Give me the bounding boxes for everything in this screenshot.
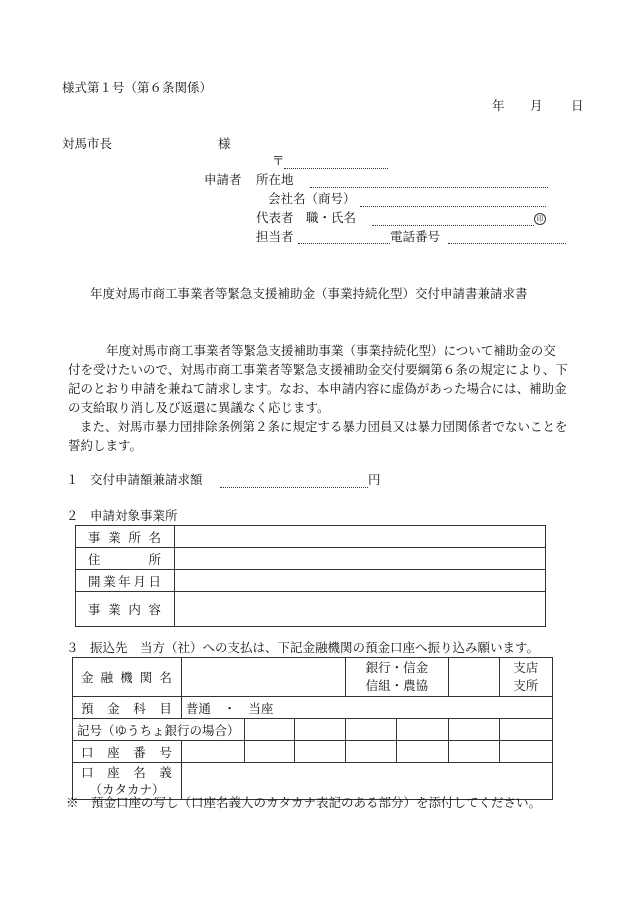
body-paragraph-1: 年度対馬市商工事業者等緊急支援補助事業（事業持続化型）について補助金の交付を受けたいので、対馬市商工事業者等緊急支援補助金交付要綱第６条の規定により、下記のとおり申請を兼ねて請求します。なお、本申請内容に虚偽があった場合には、補助金の支給取り消し及び返還に異議なく応じます。 [68, 343, 568, 415]
date-year-label: 年 [492, 98, 505, 113]
account-number-label: 口座番号 [81, 744, 173, 760]
table-row [73, 741, 553, 763]
date-month-label: 月 [530, 98, 543, 113]
symbol-cell-5[interactable] [448, 719, 499, 741]
section1-number: １ [66, 472, 79, 487]
branch-type-cell [499, 658, 552, 697]
opening-date-cell[interactable] [175, 570, 546, 592]
bank-type-cell [345, 658, 448, 697]
table-row [73, 697, 553, 719]
account-type-label: 預金科目 [81, 700, 173, 716]
section2-label: 申請対象事業所 [90, 508, 178, 523]
attachment-note: ※ 預金口座の写し（口座名義人のカタカナ表記のある部分）を添付してください。 [66, 795, 542, 810]
form-number: 様式第１号（第６条関係） [62, 80, 213, 95]
document-title: 年度対馬市商工事業者等緊急支援補助金（事業持続化型）交付申請書兼請求書 [90, 286, 528, 301]
bank-name-label: 金融機関名 [81, 670, 173, 685]
body-paragraph-2: また、対馬市暴力団排除条例第２条に規定する暴力団員又は暴力団関係者でないことを誓約します。 [68, 419, 568, 453]
table-row [76, 570, 546, 592]
bank-name-cell[interactable] [181, 658, 345, 697]
address-label: 所在地 [256, 172, 294, 187]
account-number-cell-1[interactable] [181, 741, 244, 763]
business-office-table [75, 525, 546, 627]
symbol-cell-3[interactable] [345, 719, 396, 741]
address-line [310, 187, 548, 188]
representative-line [372, 225, 534, 226]
section2-number: ２ [66, 508, 79, 523]
phone-label: 電話番号 [390, 229, 441, 244]
section3-number: ３ [66, 640, 79, 655]
person-in-charge-line [298, 243, 390, 244]
account-name-label: 口座名義 [81, 765, 173, 780]
section1-label: 交付申請額兼請求額 [90, 472, 203, 487]
account-number-cell-5[interactable] [396, 741, 448, 763]
symbol-cell-4[interactable] [396, 719, 448, 741]
branch-line2: 支所 [513, 678, 539, 693]
branch-line1: 支店 [513, 660, 539, 675]
date-day-label: 日 [571, 98, 584, 113]
bank-type-line1: 銀行・信金 [365, 660, 429, 675]
account-name-sub-label: （カタカナ） [89, 782, 165, 797]
postal-code-line [284, 168, 388, 169]
amount-line [220, 487, 368, 488]
opening-date-label: 開業年月日 [88, 573, 162, 589]
account-number-cell-3[interactable] [295, 741, 346, 763]
branch-name-cell[interactable] [448, 658, 499, 697]
symbol-cell-1[interactable] [244, 719, 295, 741]
table-row [76, 592, 546, 627]
symbol-cell-2[interactable] [295, 719, 346, 741]
phone-line [448, 243, 566, 244]
table-row [73, 658, 553, 697]
business-address-cell[interactable] [175, 548, 546, 570]
table-row [73, 763, 553, 800]
company-line [360, 206, 546, 207]
business-content-cell[interactable] [175, 592, 546, 627]
section3-label: 振込先 当方（社）への支払は、下記金融機関の預金口座へ振り込み願います。 [90, 640, 540, 655]
account-number-cell-6[interactable] [448, 741, 499, 763]
bank-type-line2: 信組・農協 [365, 678, 429, 693]
business-address-label: 住 所 [88, 551, 162, 567]
person-in-charge-label: 担当者 [256, 229, 294, 244]
account-type-value[interactable]: 普通 ・ 当座 [181, 697, 552, 719]
applicant-label: 申請者 [204, 172, 242, 187]
account-name-cell[interactable] [181, 763, 552, 800]
business-name-label: 事業所名 [88, 529, 162, 545]
account-number-cell-7[interactable] [499, 741, 552, 763]
account-number-cell-2[interactable] [244, 741, 295, 763]
table-row [76, 548, 546, 570]
symbol-label: 記号（ゆうちょ銀行の場合） [73, 719, 245, 741]
account-number-cell-4[interactable] [345, 741, 396, 763]
postal-mark: 〒 [272, 153, 285, 168]
addressee-mayor: 対馬市長 [62, 136, 113, 151]
addressee-sama: 様 [218, 136, 231, 151]
representative-label: 代表者 職・氏名 [256, 210, 357, 225]
bank-account-table [72, 657, 553, 800]
symbol-cell-6[interactable] [499, 719, 552, 741]
seal-mark: 印 [534, 213, 546, 225]
table-row [73, 719, 553, 741]
amount-unit: 円 [368, 472, 381, 487]
business-name-cell[interactable] [175, 526, 546, 548]
company-label: 会社名（商号） [268, 191, 356, 206]
table-row [76, 526, 546, 548]
business-content-label: 事業内容 [88, 602, 162, 617]
